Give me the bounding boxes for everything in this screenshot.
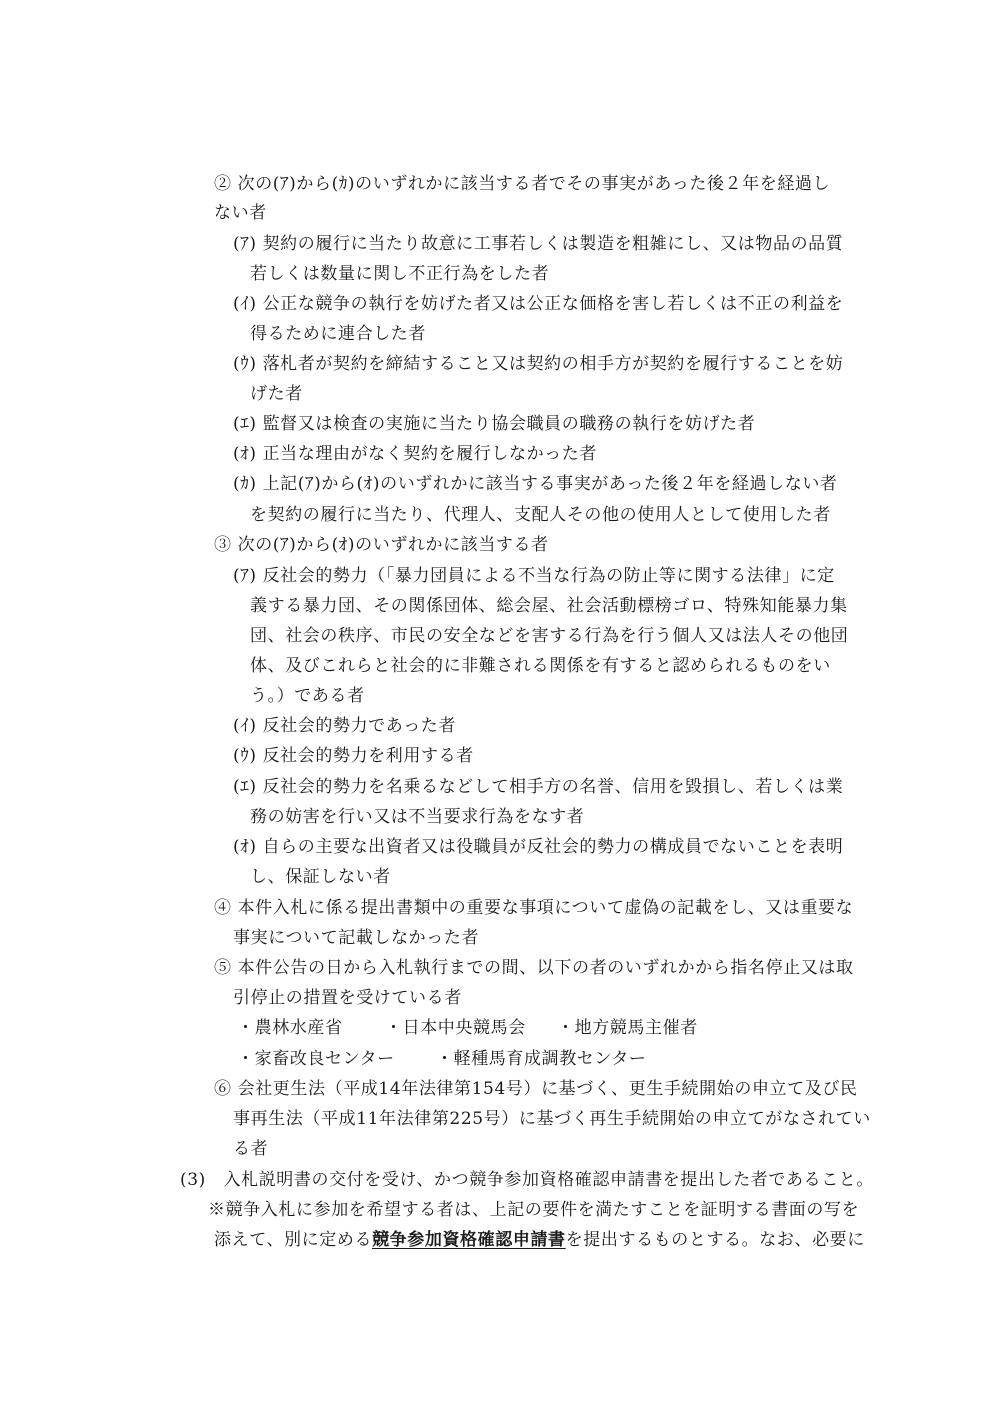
item2-i-line1: (ｲ) 公正な競争の執行を妨げた者又は公正な価格を害し若しくは不正の利益を	[233, 294, 844, 314]
item5-org-2: ・日本中央競馬会	[385, 1018, 526, 1038]
item2-a-line1: (ｱ) 契約の履行に当たり故意に工事若しくは製造を粗雑にし、又は物品の品質	[233, 234, 844, 254]
item4-line1: ④ 本件入札に係る提出書類中の重要な事項について虚偽の記載をし、又は重要な	[214, 898, 854, 918]
item3-o-line2: し、保証しない者	[250, 867, 391, 887]
application-form-link[interactable]: 競争参加資格確認申請書	[372, 1230, 566, 1250]
item2-line2: ない者	[214, 203, 267, 223]
item3-o-line1: (ｵ) 自らの主要な出資者又は役職員が反社会的勢力の構成員でないことを表明	[233, 837, 844, 857]
item5-org-3: ・地方競馬主催者	[557, 1018, 698, 1038]
item2-a-line2: 若しくは数量に関し不正行為をした者	[250, 264, 550, 284]
item5-line1: ⑤ 本件公告の日から入札執行までの間、以下の者のいずれかから指名停止又は取	[214, 958, 854, 978]
item3-e-line1: (ｴ) 反社会的勢力を名乗るなどして相手方の名誉、信用を毀損し、若しくは業	[233, 777, 844, 797]
item3-e-line2: 務の妨害を行い又は不当要求行為をなす者	[250, 807, 585, 827]
item6-line3: る者	[233, 1139, 269, 1159]
item2-u-line2: げた者	[250, 384, 303, 404]
item3-u-line1: (ｳ) 反社会的勢力を利用する者	[233, 746, 474, 766]
item3-line1: ③ 次の(ｱ)から(ｵ)のいずれかに該当する者	[214, 535, 549, 555]
item2-e-line1: (ｴ) 監督又は検査の実施に当たり協会職員の職務の執行を妨げた者	[233, 414, 756, 434]
item3-a-line5: う。）である者	[250, 686, 365, 706]
item3-a-line3: 団、社会の秩序、市民の安全などを害する行為を行う個人又は法人その他団	[250, 626, 849, 646]
item2-u-line1: (ｳ) 落札者が契約を締結すること又は契約の相手方が契約を履行することを妨	[233, 354, 844, 374]
item2-line1: ② 次の(ｱ)から(ｶ)のいずれかに該当する者でその事実があった後２年を経過し	[214, 174, 831, 194]
item5-org-5: ・軽種馬育成調教センター	[436, 1049, 647, 1069]
item2-ka-line2: を契約の履行に当たり、代理人、支配人その他の使用人として使用した者	[250, 505, 831, 525]
item3-a-line4: 体、及びこれらと社会的に非難される関係を有すると認められるものをい	[250, 656, 831, 676]
item2-o-line1: (ｵ) 正当な理由がなく契約を履行しなかった者	[233, 444, 597, 464]
section3-note-line1: ※競争入札に参加を希望する者は、上記の要件を満たすことを証明する書面の写を	[208, 1200, 860, 1220]
item5-line2: 引停止の措置を受けている者	[233, 988, 462, 1008]
section3-heading: (3) 入札説明書の交付を受け、かつ競争参加資格確認申請書を提出した者であること。	[180, 1170, 874, 1190]
item5-org-1: ・農林水産省	[237, 1018, 343, 1038]
item3-a-line2: 義する暴力団、その関係団体、総会屋、社会活動標榜ゴロ、特殊知能暴力集	[250, 596, 848, 616]
section3-note-line2	[214, 1229, 865, 1251]
item5-org-4: ・家畜改良センター	[237, 1049, 395, 1069]
item2-i-line2: 得るために連合した者	[250, 324, 426, 344]
item3-a-line1: (ｱ) 反社会的勢力（「暴力団員による不当な行為の防止等に関する法律」に定	[233, 566, 835, 586]
item3-i-line1: (ｲ) 反社会的勢力であった者	[233, 716, 456, 736]
item6-line2: 事再生法（平成11年法律第225号）に基づく再生手続開始の申立てがなされてい	[233, 1109, 871, 1129]
item2-ka-line1: (ｶ) 上記(ｱ)から(ｵ)のいずれかに該当する事実があった後２年を経過しない者	[233, 474, 838, 494]
item6-line1: ⑥ 会社更生法（平成14年法律第154号）に基づく、更生手続開始の申立て及び民	[214, 1079, 858, 1099]
section3-note-text-after: を提出するものとする。なお、必要に	[565, 1230, 865, 1250]
section3-note-text-before: 添えて、別に定める	[214, 1230, 373, 1250]
item4-line2: 事実について記載しなかった者	[233, 928, 480, 948]
